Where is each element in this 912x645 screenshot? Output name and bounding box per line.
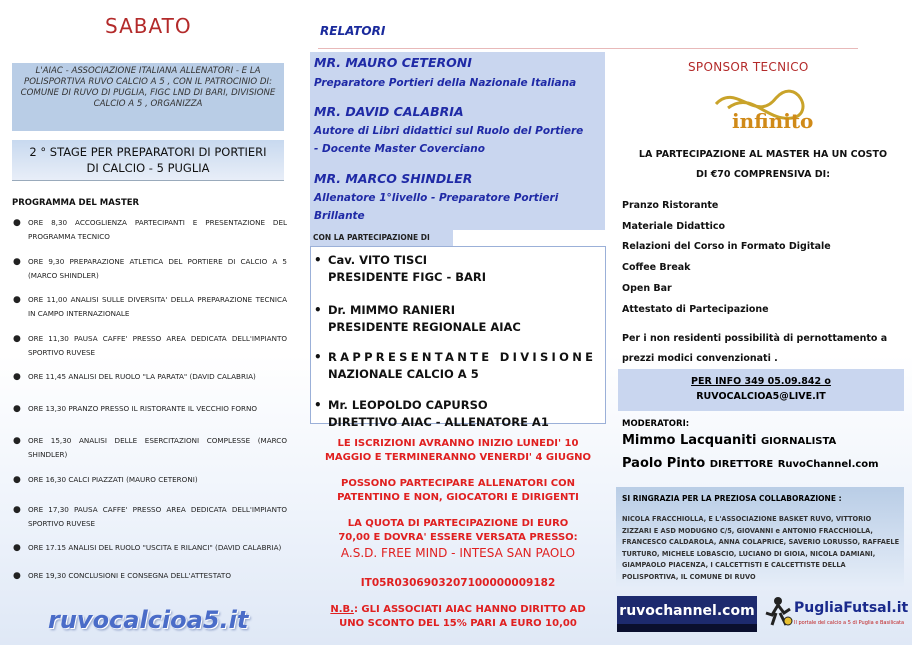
- participation-label: CON LA PARTECIPAZIONE DI: [310, 230, 453, 246]
- sponsor-title: SPONSOR TECNICO: [688, 60, 809, 74]
- include-item: Relazioni del Corso in Formato Digitale: [622, 241, 831, 253]
- speaker-desc: Allenatore 1°livello - Preparatore Portieri: [314, 192, 559, 204]
- include-item: Attestato di Partecipazione: [622, 303, 769, 315]
- bullet-icon: ●: [13, 372, 21, 382]
- includes-list: [622, 196, 902, 320]
- speaker-desc: Brillante: [314, 210, 365, 222]
- moderator-1: Mimmo Lacquaniti GIORNALISTA: [622, 433, 837, 448]
- ruvochannel-logo-text: ruvochannel.com: [619, 603, 755, 619]
- program-item: ● ORE 19,30 CONCLUSIONI E CONSEGNA DELL'ATTESTATO: [13, 571, 231, 581]
- aiac-organizer-text: L'AIAC - ASSOCIAZIONE ITALIANA ALLENATORI - E LA POLISPORTIVA RUVO CALCIO A 5 , CON IL PATROCINIO DI: COMUNE DI RUVO DI PUGLIA, FIGC LND DI BARI, DIVISIONE CALCIO A 5 , ORGANIZZA: [20, 66, 276, 109]
- program-item: ● ORE 8,30 ACCOGLIENZA PARTECIPANTI E PRESENTAZIONE DEL PROGRAMMA TECNICO: [13, 218, 287, 241]
- program-item: ● ORE 9,30 PREPARAZIONE ATLETICA DEL PORTIERE DI CALCIO A 5 (MARCO SHINDLER): [13, 256, 287, 280]
- pugliafutsal-player-icon: [762, 595, 794, 627]
- include-item: Materiale Didattico: [622, 220, 726, 232]
- program-item: ● ORE 16,30 CALCI PIAZZATI (MAURO CETERONI): [13, 474, 198, 485]
- program-list: [12, 216, 287, 594]
- program-item: ● ORE 17,30 PAUSA CAFFE' PRESSO AREA DEDICATA DELL'IMPIANTO SPORTIVO RUVESE: [13, 504, 287, 528]
- speaker-name: MR. MARCO SHINDLER: [314, 171, 473, 186]
- speaker-desc: Preparatore Portieri della Nazionale Italiana: [314, 77, 577, 89]
- pugliafutsal-tagline: Il portale del calcio a 5 di Puglia e Basilicata: [794, 620, 905, 626]
- bullet-icon: ●: [13, 571, 21, 581]
- relatori-title: RELATORI: [320, 24, 386, 38]
- bullet-icon: ●: [13, 295, 21, 305]
- guest-item: • Cav. VITO TISCI PRESIDENTE FIGC - BARI: [314, 253, 487, 284]
- thanks-title: SI RINGRAZIA PER LA PREZIOSA COLLABORAZIONE :: [622, 494, 842, 503]
- program-title: PROGRAMMA DEL MASTER: [12, 198, 140, 208]
- contact-email[interactable]: RUVOCALCIOA5@LIVE.IT: [696, 391, 826, 402]
- speaker-desc: - Docente Master Coverciano: [314, 143, 485, 155]
- program-item: ● ORE 17.15 ANALISI DEL RUOLO "USCITA E RILANCI" (DAVID CALABRIA): [13, 543, 282, 553]
- bullet-icon: •: [314, 398, 322, 412]
- stage-title-line2: DI CALCIO - 5 PUGLIA: [86, 161, 210, 175]
- infinito-logo: [696, 84, 832, 134]
- guest-item: • RAPPRESENTANTE DIVISIONE NAZIONALE CALCIO A 5: [314, 350, 597, 381]
- bullet-icon: ●: [13, 504, 21, 515]
- stage-title-line1: 2 ° STAGE PER PREPARATORI DI PORTIERI: [29, 145, 267, 159]
- header-divider: [318, 48, 858, 49]
- bullet-icon: •: [314, 350, 322, 364]
- discount-note: N.B.: GLI ASSOCIATI AIAC HANNO DIRITTO AD UNO SCONTO DEL 15% PARI A EURO 10,00: [330, 604, 586, 629]
- stage-title: [12, 144, 284, 176]
- bullet-icon: •: [314, 303, 322, 317]
- bullet-icon: ●: [13, 543, 21, 553]
- include-item: Pranzo Ristorante: [622, 200, 719, 211]
- bullet-icon: ●: [13, 218, 21, 228]
- fee-info: LA QUOTA DI PARTECIPAZIONE DI EURO 70,00 E DOVRA' ESSERE VERSATA PRESSO:: [338, 518, 578, 543]
- include-item: Open Bar: [622, 282, 672, 294]
- bullet-icon: ●: [13, 436, 21, 446]
- pugliafutsal-logo[interactable]: PugliaFutsal.it: [794, 600, 909, 616]
- contact-phone[interactable]: PER INFO 349 05.09.842 o: [691, 376, 831, 387]
- thanks-text: NICOLA FRACCHIOLLA, E L'ASSOCIAZIONE BASKET RUVO, VITTORIO ZIZZARI E ASD MODUGNO C/5, GIOVANNI e ANTONIO FRACCHIOLLA, FRANCESCO CALDAROLA, ANNA COLAPRICE, SAVERIO LORUSSO, RAFFAELE TURTURO, MICHELE LOBASCIO, LUCIANO DI GIOIA, NICOLA DAMIANI, GIAMPAOLO PIACENZA, I CALCETTISTI E CALCETTISTE DELLA POLISPORTIVA, IL COMUNE DI RUVO: [622, 515, 900, 581]
- program-item: ● ORE 15,30 ANALISI DELLE ESERCITAZIONI COMPLESSE (MARCO SHINDLER): [13, 436, 287, 459]
- bullet-icon: •: [314, 253, 322, 267]
- moderators-title: MODERATORI:: [622, 419, 690, 429]
- cost-info: LA PARTECIPAZIONE AL MASTER HA UN COSTO DI €70 COMPRENSIVA DI:: [638, 149, 888, 180]
- registration-dates: LE ISCRIZIONI AVRANNO INIZIO LUNEDI' 10 MAGGIO E TERMINERANNO VENERDI' 4 GIUGNO: [324, 438, 592, 463]
- infinito-logo-text: infinito: [732, 109, 814, 133]
- bullet-icon: ●: [13, 333, 21, 344]
- program-item: ● ORE 11,00 ANALISI SULLE DIVERSITA' DELLA PREPARAZIONE TECNICA IN CAMPO INTERNAZIONALE: [13, 295, 287, 318]
- who-can-participate: POSSONO PARTECIPARE ALLENATORI CON PATENTINO E NON, GIOCATORI E DIRIGENTI: [337, 478, 579, 503]
- bullet-icon: ●: [13, 404, 21, 414]
- contact-info[interactable]: [618, 374, 904, 404]
- speaker-name: MR. MAURO CETERONI: [314, 55, 472, 70]
- program-item: ● ORE 13,30 PRANZO PRESSO IL RISTORANTE IL VECCHIO FORNO: [13, 404, 258, 414]
- iban: IT05R0306903207100000009182: [360, 577, 556, 589]
- include-item: Coffee Break: [622, 262, 691, 274]
- moderator-2: Paolo Pinto DIRETTORE RuvoChannel.com: [622, 456, 879, 471]
- bullet-icon: ●: [13, 256, 21, 267]
- guest-item: • Dr. MIMMO RANIERI PRESIDENTE REGIONALE AIAC: [314, 303, 521, 334]
- skyline-decoration: [617, 624, 757, 632]
- accommodation-note: Per i non residenti possibilità di pernottamento a prezzi modici convenzionati .: [622, 333, 888, 364]
- speaker-name: MR. DAVID CALABRIA: [314, 104, 464, 119]
- program-item: ● ORE 11,45 ANALISI DEL RUOLO "LA PARATA" (DAVID CALABRIA): [13, 372, 256, 382]
- guest-item: • Mr. LEOPOLDO CAPURSO DIRETTIVO AIAC - ALLENATORE A1: [314, 398, 549, 429]
- bullet-icon: ●: [13, 474, 21, 485]
- day-title: SABATO: [105, 14, 192, 38]
- program-item: ● ORE 11,30 PAUSA CAFFE' PRESSO AREA DEDICATA DELL'IMPIANTO SPORTIVO RUVESE: [13, 333, 287, 357]
- speaker-desc: Autore di Libri didattici sul Ruolo del Portiere: [314, 125, 584, 137]
- bank-name: A.S.D. FREE MIND - INTESA SAN PAOLO: [340, 546, 576, 560]
- ruvocalcio-logo[interactable]: ruvocalcioa5.it: [48, 606, 249, 634]
